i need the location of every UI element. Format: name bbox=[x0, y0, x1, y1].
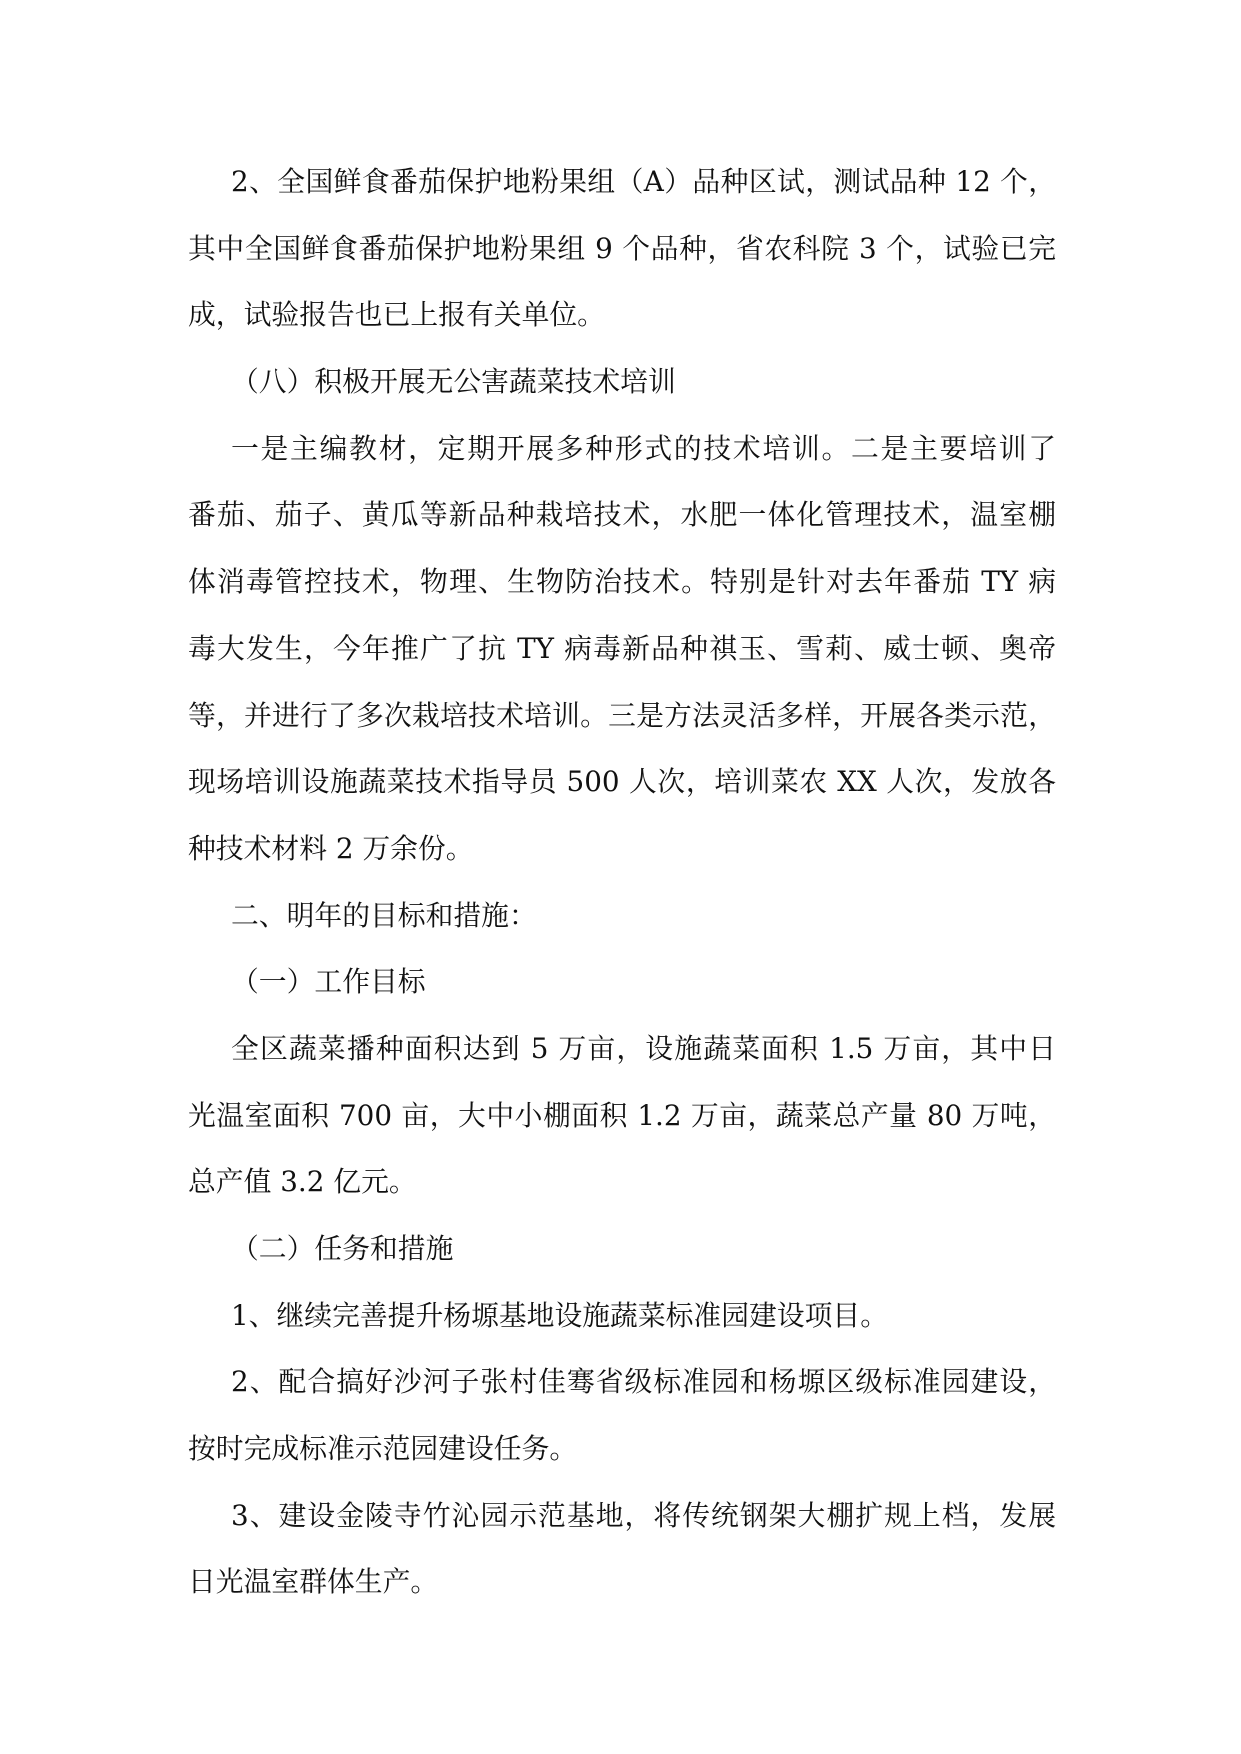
text-line: 毒大发生，今年推广了抗 TY 病毒新品种祺玉、雪莉、威士顿、奥帝 bbox=[188, 631, 1056, 665]
text-line: 光温室面积 700 亩，大中小棚面积 1.2 万亩，蔬菜总产量 80 万吨， bbox=[188, 1098, 1056, 1132]
subsection-heading-goals bbox=[188, 949, 1056, 1016]
document-body bbox=[188, 149, 1056, 1616]
paragraph-task-1 bbox=[188, 1283, 1056, 1350]
paragraph-training bbox=[188, 416, 1056, 883]
text-line: 成，试验报告也已上报有关单位。 bbox=[188, 298, 605, 332]
paragraph-task-2 bbox=[188, 1349, 1056, 1482]
text-line: 种技术材料 2 万余份。 bbox=[188, 831, 474, 865]
heading-line: （一）工作目标 bbox=[231, 965, 426, 999]
text-line: 总产值 3.2 亿元。 bbox=[188, 1165, 417, 1199]
text-line: 体消毒管控技术，物理、生物防治技术。特别是针对去年番茄 TY 病 bbox=[188, 565, 1056, 599]
section-heading-training bbox=[188, 349, 1056, 416]
paragraph-goals bbox=[188, 1016, 1056, 1216]
text-line: 3、建设金陵寺竹沁园示范基地，将传统钢架大棚扩规上档，发展 bbox=[231, 1498, 1056, 1532]
text-line: 现场培训设施蔬菜技术指导员 500 人次，培训菜农 XX 人次，发放各 bbox=[188, 765, 1056, 799]
text-line: 一是主编教材，定期开展多种形式的技术培训。二是主要培训了 bbox=[231, 431, 1056, 465]
text-line: 等，并进行了多次栽培技术培训。三是方法灵活多样，开展各类示范， bbox=[188, 698, 1056, 732]
text-line: 番茄、茄子、黄瓜等新品种栽培技术，水肥一体化管理技术，温室棚 bbox=[188, 498, 1056, 532]
text-line: 按时完成标准示范园建设任务。 bbox=[188, 1432, 578, 1466]
paragraph-task-3 bbox=[188, 1483, 1056, 1616]
text-line: 1、继续完善提升杨塬基地设施蔬菜标准园建设项目。 bbox=[231, 1298, 889, 1332]
subsection-heading-tasks bbox=[188, 1216, 1056, 1283]
text-line: 日光温室群体生产。 bbox=[188, 1565, 439, 1599]
paragraph-tomato-trial bbox=[188, 149, 1056, 349]
text-line: 其中全国鲜食番茄保护地粉果组 9 个品种，省农科院 3 个，试验已完 bbox=[188, 231, 1056, 265]
heading-line: 二、明年的目标和措施： bbox=[231, 898, 537, 932]
heading-line: （二）任务和措施 bbox=[231, 1232, 454, 1265]
text-line: 2、配合搞好沙河子张村佳骞省级标准园和杨塬区级标准园建设， bbox=[231, 1365, 1056, 1399]
heading-line: （八）积极开展无公害蔬菜技术培训 bbox=[231, 365, 676, 399]
section-heading-next-year bbox=[188, 883, 1056, 950]
text-line: 全区蔬菜播种面积达到 5 万亩，设施蔬菜面积 1.5 万亩，其中日 bbox=[231, 1031, 1056, 1065]
text-line: 2、全国鲜食番茄保护地粉果组（A）品种区试，测试品种 12 个， bbox=[231, 165, 1056, 198]
